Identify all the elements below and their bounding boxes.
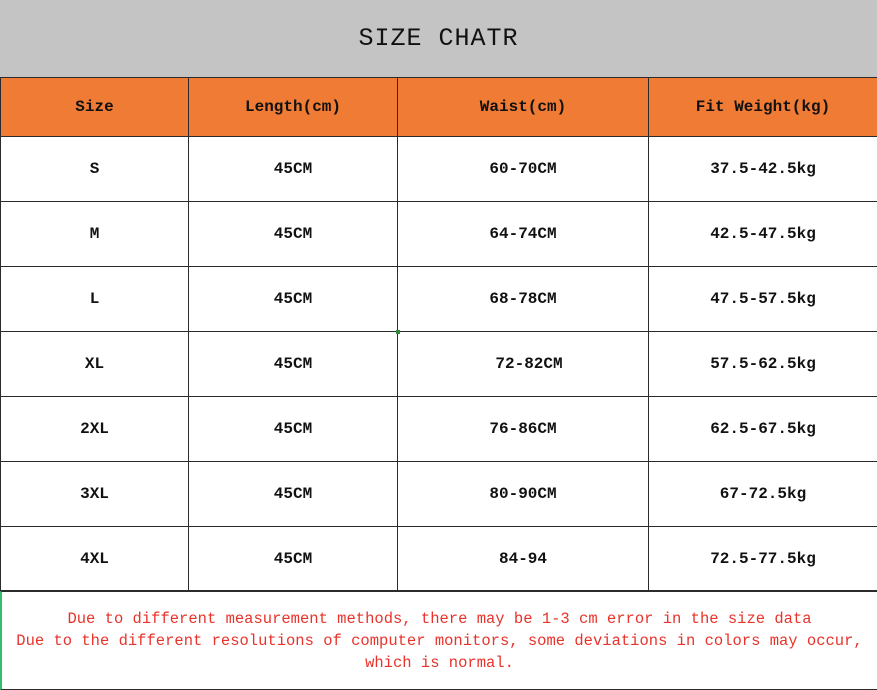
cell-weight: 72.5-77.5kg [649,527,877,591]
cell-size: 4XL [1,527,189,591]
table-row [1,267,877,332]
cell-waist: 80-90CM [398,462,649,527]
cell-weight: 42.5-47.5kg [649,202,877,267]
cell-size: 2XL [1,397,189,462]
header-row [1,78,877,137]
table-row [1,527,877,591]
stray-mark [396,330,400,334]
cell-waist: 84-94 [398,527,649,591]
cell-weight: 67-72.5kg [649,462,877,527]
cell-size: 3XL [1,462,189,527]
cell-weight: 37.5-42.5kg [649,137,877,202]
cell-length: 45CM [189,332,398,397]
cell-size: L [1,267,189,332]
cell-waist: 68-78CM [398,267,649,332]
table-row [1,462,877,527]
cell-waist: 64-74CM [398,202,649,267]
cell-length: 45CM [189,527,398,591]
size-table [0,77,877,591]
header-size: Size [1,78,189,137]
note-line-3: which is normal. [365,653,514,672]
cell-weight: 62.5-67.5kg [649,397,877,462]
cell-waist: 60-70CM [398,137,649,202]
cell-weight: 47.5-57.5kg [649,267,877,332]
note-line-2: Due to the different resolutions of computer monitors, some deviations in colors may occur, [16,631,863,650]
cell-length: 45CM [189,267,398,332]
header-length: Length(cm) [189,78,398,137]
cell-length: 45CM [189,202,398,267]
table-row [1,202,877,267]
table-row [1,332,877,397]
table-row [1,137,877,202]
header-fit-weight: Fit Weight(kg) [649,78,877,137]
cell-weight: 57.5-62.5kg [649,332,877,397]
cell-waist: 72-82CM [398,332,649,397]
cell-size: M [1,202,189,267]
cell-waist: 76-86CM [398,397,649,462]
note-line-1: Due to different measurement methods, there may be 1-3 cm error in the size data [67,609,812,628]
cell-length: 45CM [189,462,398,527]
table-row [1,397,877,462]
cell-length: 45CM [189,397,398,462]
disclaimer-note [0,591,877,690]
cell-length: 45CM [189,137,398,202]
chart-title-bar [0,0,877,77]
header-waist: Waist(cm) [398,78,649,137]
cell-size: S [1,137,189,202]
chart-title: SIZE CHATR [358,24,519,53]
cell-size: XL [1,332,189,397]
